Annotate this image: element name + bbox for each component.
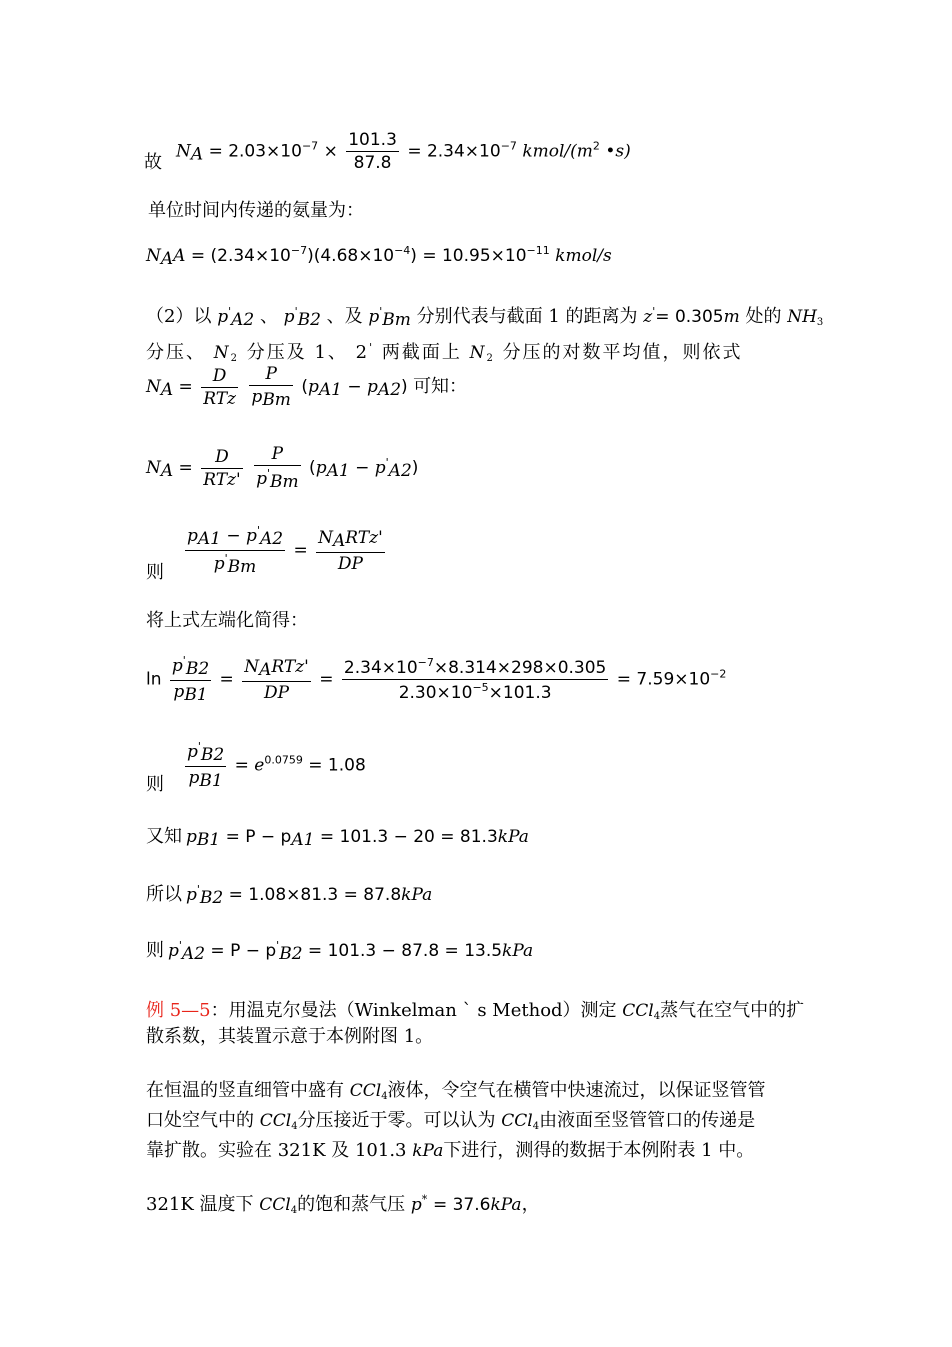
document-page: 故 $N_A = 2.03\times 10^{-7}$ × $\frac{101.3}{87.8}$ = $2.34\times 10^{-7}$ kmol/($m^2$ •s) 单位时间内传递的氨量为： $N_AA = (2.34\times 10^{-7})(4.68\times 10^{-4}) = 10.95\times 10^{-11}$ kmol/s （2）以 $p'_{A2}$ 、 $p'_{B2}$ 、及 $p'_{Bm}$ 分别代表与截面 1 的距离为 z'= 0.305m 处的 $NH_3$ 分压、 $N_2$ 分压及 1、 2' 两截面上 $N_2$ 分压的对数平均值，则依式 $N_A$ = $\frac{D}{\text{RTz}}$ $\frac{P}{p_{Bm}}$ $(p_{A1} - p_{A2})$ 可知： $N_A$ = $\frac{D}{\text{RTz'}}$ $\frac{P}{p'_{Bm}}$ $(p_{A1} - p'_{A2})$ 则 $\frac{p_{A1} - p'_{A2}}{p'_{Bm}}$ = $\frac{N_ARTz'}{DP}$ 将上式左端化简得： ln $\frac{p'_{B2}}{p_{B1}}$ = $\frac{N_ARTz'}{DP}$ = $\frac{2.34\times 10^{-7}\times 8.314\times 298\times 0.305}{2.30\times 10^{-5}\times 101.3}$ = $7.59\times 10^{-2}$ 则 $\frac{p'_{B2}}{p_{B1}}$ = $e^{0.0759} = 1.08$ 又知 $p_{B1} = P - p_{A1} = 101.3 - 20 = 81.3kPa$ 所以 $p'_{B2} = 1.08\times 81.3 = 87.8kPa$ 则 $p'_{A2} = P - p'_{B2} = 101.3 - 87.8 = 13.5kPa$ 例 5—5：用温克尔曼法（Winkelman ` s Method）测定 CCl$_4$蒸气在空气中的扩 散系数，其装置示意于本例附图 1。 在恒温的竖直细管中盛有 CCl$_4$液体，令空气在横管中快速流过，以保证竖管管 口处空气中的 CCl$_4$分压接近于零。可以认为 CCl$_4$由液面至竖管管口的传递是 靠扩散。实验在 321K 及 101.3 kPa下进行，测得的数据于本例附表 1 中。 321K 温度下 CCl$_4$的饱和蒸气压 p* = 37.6kPa， (0, 0, 952, 1347)
equation-pb2: 所以 $p'_{B2} = 1.08\times 81.3 = 87.8kPa$ (146, 883, 433, 908)
gu-prefix: 故 (144, 152, 162, 173)
paragraph-setup-line2: 口处空气中的 CCl$_4$分压接近于零。可以认为 CCl$_4$由液面至竖管管口的传递是 (146, 1110, 756, 1132)
equation-pb1: 又知 $p_{B1} = P - p_{A1} = 101.3 - 20 = 81.3kPa$ (146, 826, 529, 850)
text-simplify: 将上式左端化简得： (146, 610, 308, 631)
equation-pa2: 则 $p'_{A2} = P - p'_{B2} = 101.3 - 87.8 = 13.5kPa$ (146, 939, 534, 964)
text-ammonia-per-time: 单位时间内传递的氨量为： (148, 200, 364, 221)
equation-ln: ln $\frac{p'_{B2}}{p_{B1}}$ = $\frac{N_ARTz'}{DP}$ = $\frac{2.34\times 10^{-7}\times 8.314\times 298\times 0.305}{2.30\times 10^{-5}\times 101.3}$ = $7.59\times 10^{-2}$ (146, 654, 727, 705)
example-heading-line2: 散系数，其装置示意于本例附图 1。 (146, 1026, 434, 1047)
example-heading-line: 例 5—5：用温克尔曼法（Winkelman ` s Method）测定 CCl$_4$蒸气在空气中的扩 (146, 1000, 805, 1022)
equation-na-a: $N_AA = (2.34\times 10^{-7})(4.68\times 10^{-4}) = 10.95\times 10^{-11}$ kmol/s (146, 244, 612, 269)
paragraph-setup-line1: 在恒温的竖直细管中盛有 CCl$_4$液体，令空气在横管中快速流过，以保证竖管管 (146, 1080, 766, 1102)
paragraph-vapor-pressure: 321K 温度下 CCl$_4$的饱和蒸气压 p* = 37.6kPa， (146, 1193, 540, 1216)
paragraph-setup-line3: 靠扩散。实验在 321K 及 101.3 kPa下进行，测得的数据于本例附表 1 中。 (146, 1140, 755, 1161)
example-label: 例 5—5 (146, 1000, 211, 1021)
paragraph-2-line1: （2）以 $p'_{A2}$ 、 $p'_{B2}$ 、及 $p'_{Bm}$ 分别代表与截面 1 的距离为 z'= 0.305m 处的 $NH_3$ (146, 305, 824, 330)
equation-general: $N_A$ = $\frac{D}{\text{RTz}}$ $\frac{P}{p_{Bm}}$ $(p_{A1} - p_{A2})$ 可知： (146, 364, 468, 410)
paragraph-2-line2: 分压、 $N_2$ 分压及 1、 2' 两截面上 $N_2$ 分压的对数平均值，则依式 (146, 341, 743, 364)
equation-primed: $N_A$ = $\frac{D}{\text{RTz'}}$ $\frac{P}{p'_{Bm}}$ $(p_{A1} - p'_{A2})$ (146, 444, 419, 492)
